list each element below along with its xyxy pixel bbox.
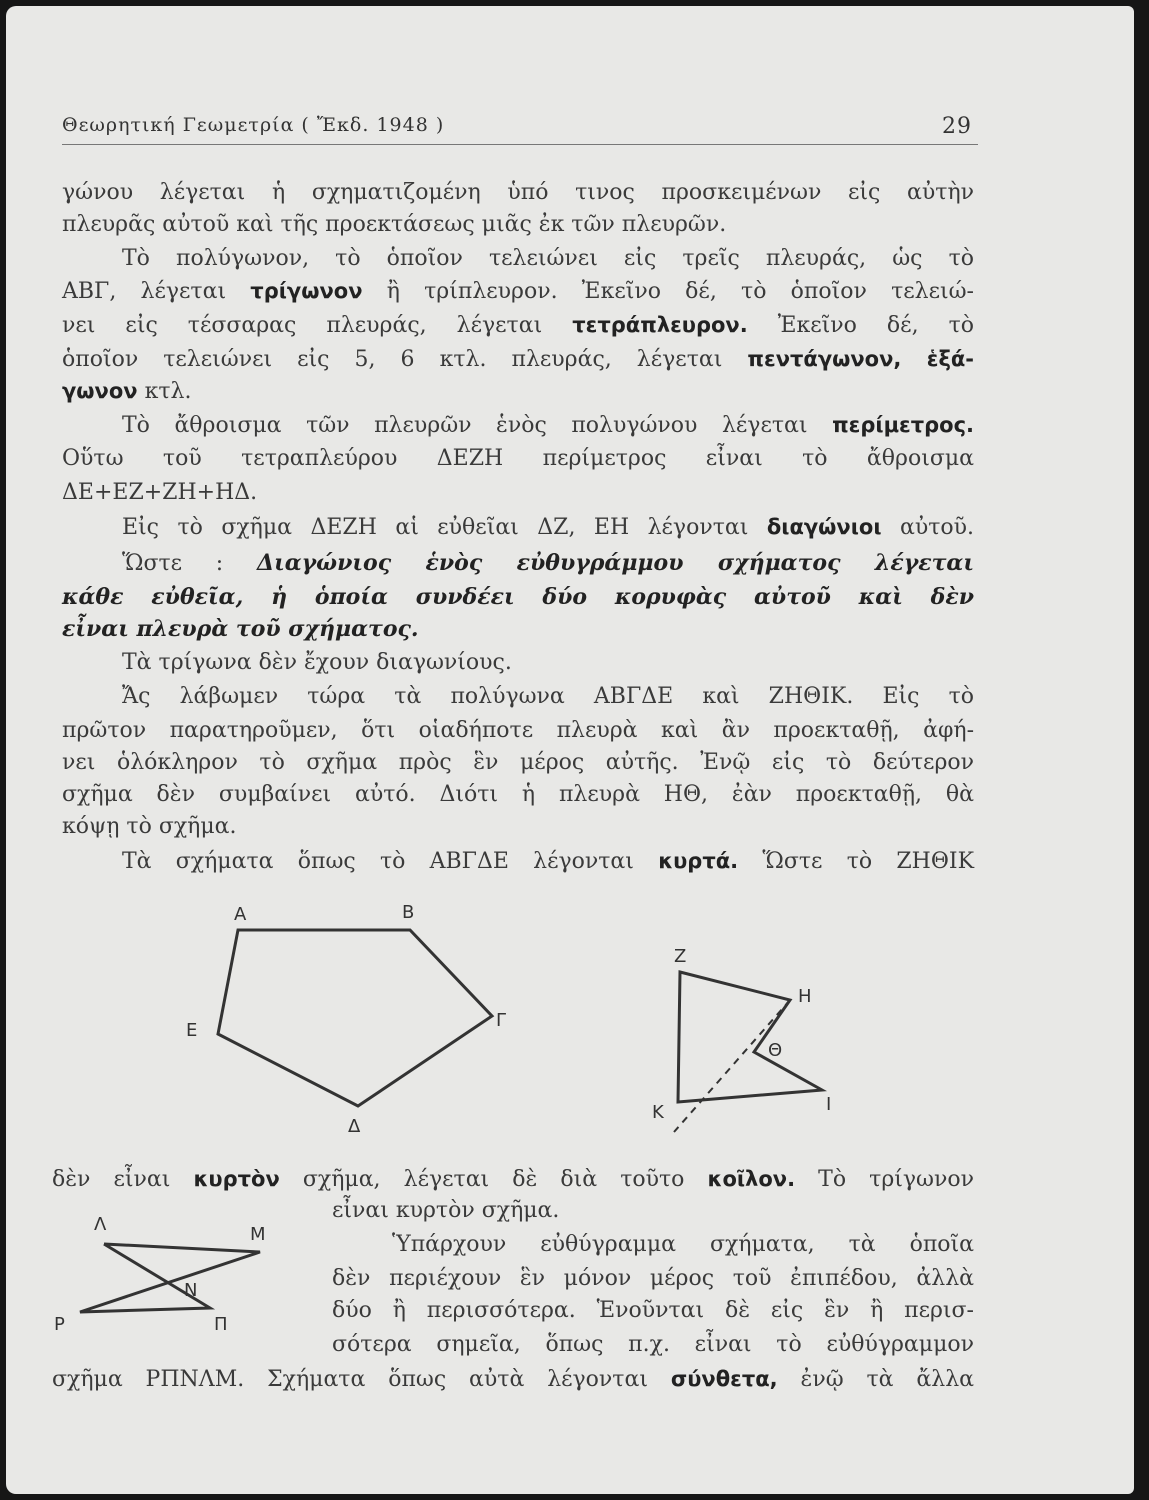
text-line: ΑΒΓ, λέγεται τρίγωνον ἢ τρίπλευρον. Ἐκεῖνο δέ, τὸ ὁποῖον τελειώ- [62,279,974,304]
header-title: Θεωρητική Γεωμετρία ( Ἔκδ. 1948 ) [62,114,445,136]
text-line: Τὸ πολύγωνον, τὸ ὁποῖον τελειώνει εἰς τρεῖς πλευράς, ὡς τὸ [122,246,974,271]
vertex-label-k: K [652,1102,664,1123]
text-line: Εἰς τὸ σχῆμα ΔΕΖΗ αἱ εὐθεῖαι ΔΖ, ΕΗ λέγονται διαγώνιοι αὐτοῦ. [122,515,975,540]
text-line: νει εἰς τέσσαρας πλευράς, λέγεται τετράπλευρον. Ἐκεῖνο δέ, τὸ [62,313,975,338]
definition-line: εἶναι πλευρὰ τοῦ σχήματος. [62,616,419,642]
term-syntheta: σύνθετα, [670,1367,778,1391]
running-header [62,114,978,145]
term-perimetros: περίμετρος. [832,413,975,437]
text-line: Οὕτω τοῦ τετραπλεύρου ΔΕΖΗ περίμετρος εἶναι τὸ ἄθροισμα [62,446,974,471]
vertex-label-r: P [54,1314,65,1335]
text-line: δὲν περιέχουν ἓν μόνον μέρος τοῦ ἐπιπέδου, ἀλλὰ [332,1266,974,1291]
text-line: γώνου λέγεται ἡ σχηματιζομένη ὑπό τινος προσκειμένων εἰς αὐτὴν [62,180,974,205]
term-kyrta: κυρτά. [658,849,739,873]
text-line: πρῶτον παρατηροῦμεν, ὅτι οἱαδήποτε πλευρὰ καὶ ἂν προεκταθῇ, ἀφή- [62,718,974,743]
vertex-label-h: H [798,986,812,1007]
compound-outline [80,1244,260,1312]
vertex-label-i: I [826,1094,832,1115]
vertex-label-a: A [234,904,247,925]
text-line: κόψῃ τὸ σχῆμα. [62,814,237,839]
pentagon-outline [218,930,492,1106]
vertex-label-b: B [402,902,415,923]
vertex-label-g: Γ [496,1010,507,1031]
vertex-label-l: Λ [94,1214,107,1235]
vertex-label-n: N [184,1280,198,1301]
term-pentagonon: πεντάγωνον, ἑξά- [747,347,974,371]
vertex-label-z: Z [674,946,687,967]
text-line: σότερα σημεῖα, ὅπως π.χ. εἶναι τὸ εὐθύγραμμον [332,1332,974,1357]
vertex-label-e: E [186,1020,198,1041]
text-line: ΔΕ+ΕΖ+ΖΗ+ΗΔ. [62,480,258,505]
text-line: πλευρᾶς αὐτοῦ καὶ τῆς προεκτάσεως μιᾶς ἐκ τῶν πλευρῶν. [62,212,727,237]
term-tetrapleuron: τετράπλευρον. [572,313,748,337]
definition-line: κάθε εὐθεῖα, ἡ ὁποία συνδέει δύο κορυφὰς αὐτοῦ καὶ δὲν [62,584,974,610]
term-koilon: κοῖλον. [707,1167,796,1191]
text-line: δύο ἢ περισσότερα. Ἑνοῦνται δὲ εἰς ἓν ἢ περισ- [332,1298,974,1323]
text-line: Τὰ σχήματα ὅπως τὸ ΑΒΓΔΕ λέγονται κυρτά. Ὥστε τὸ ΖΗΘΙΚ [122,849,975,874]
text-line: γωνον κτλ. [62,379,192,404]
text-line: Τὰ τρίγωνα δὲν ἔχουν διαγωνίους. [122,650,512,675]
term-trigonon: τρίγωνον [250,279,363,303]
vertex-label-d: Δ [348,1116,361,1137]
vertex-label-th: Θ [768,1040,783,1061]
definition-line: Ὥστε : Διαγώνιος ἑνὸς εὐθυγράμμου σχήματος λέγεται [122,550,974,576]
text-line: εἶναι κυρτὸν σχῆμα. [332,1198,560,1223]
text-line: Ὑπάρχουν εὐθύγραμμα σχήματα, τὰ ὁποῖα [392,1232,974,1257]
vertex-label-m: M [250,1224,266,1245]
text-line: ὁποῖον τελειώνει εἰς 5, 6 κτλ. πλευράς, λέγεται πεντάγωνον, ἑξά- [62,347,974,372]
page-number: 29 [942,114,972,139]
book-page [6,6,1134,1494]
extension-dashed-line [674,1000,790,1132]
term-diagonioi: διαγώνιοι [766,515,882,539]
text-line: σχῆμα ΡΠΝΛΜ. Σχήματα ὅπως αὐτὰ λέγονται σύνθετα, ἐνῷ τὰ ἄλλα [52,1367,975,1392]
vertex-label-p: Π [214,1314,228,1335]
text-line: δὲν εἶναι κυρτὸν σχῆμα, λέγεται δὲ διὰ τοῦτο κοῖλον. Τὸ τρίγωνον [52,1167,974,1192]
text-line: σχῆμα δὲν συμβαίνει αὐτό. Διότι ἡ πλευρὰ ΗΘ, ἐὰν προεκταθῇ, θὰ [62,782,974,807]
text-line: Τὸ ἄθροισμα τῶν πλευρῶν ἑνὸς πολυγώνου λέγεται περίμετρος. [122,413,975,438]
text-line: νει ὁλόκληρον τὸ σχῆμα πρὸς ἓν μέρος αὐτῆς. Ἐνῷ εἰς τὸ δεύτερον [62,750,974,775]
text-line: Ἄς λάβωμεν τώρα τὰ πολύγωνα ΑΒΓΔΕ καὶ ΖΗΘΙΚ. Εἰς τὸ [122,684,974,709]
